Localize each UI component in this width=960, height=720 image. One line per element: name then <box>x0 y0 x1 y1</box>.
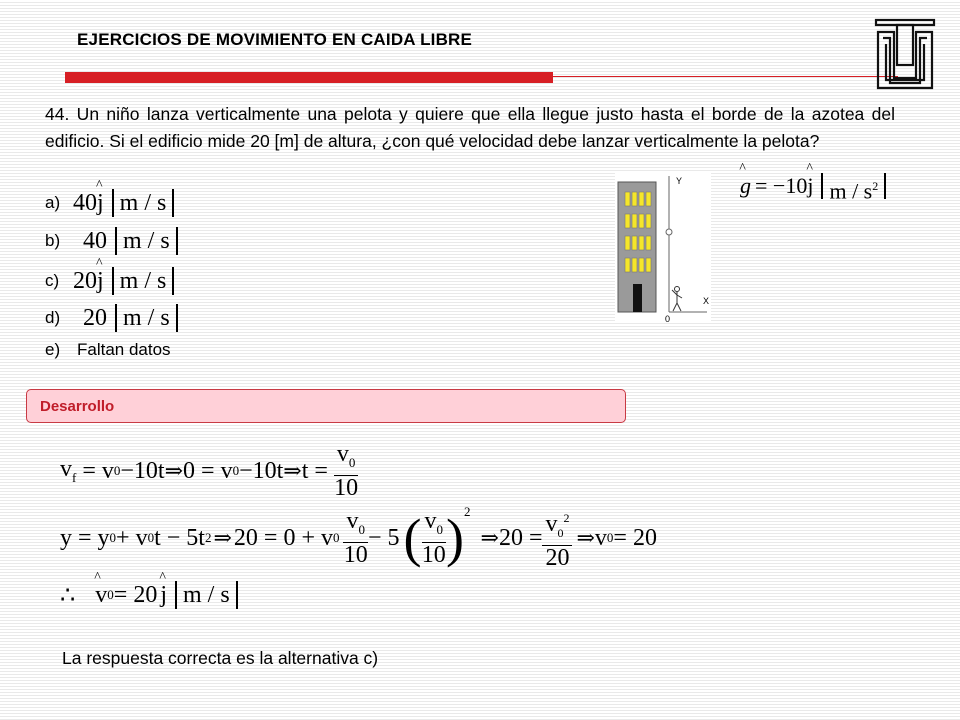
option-e-label: e) <box>45 340 61 359</box>
option-b-label: b) <box>45 231 61 250</box>
option-c-label: c) <box>45 271 60 290</box>
unit-vector-j: ^ j <box>807 173 813 199</box>
x-axis-label: X <box>703 296 710 306</box>
answer-statement: La respuesta correcta es la alternativa c) <box>62 648 379 668</box>
option-c-unit: m / s <box>112 267 175 295</box>
y-axis-label: Y <box>676 176 683 186</box>
option-d-unit: m / s <box>115 304 178 332</box>
gravity-formula <box>740 168 920 204</box>
gravity-unit: m / $s^2$ <box>821 173 886 199</box>
fraction: $v_0$ 10 <box>343 508 368 568</box>
option-b-value: 40 <box>83 227 107 254</box>
title-underline-line <box>553 76 898 77</box>
implies-arrow-icon: ⇒ <box>576 525 595 550</box>
option-a-unit: m / s <box>112 189 175 217</box>
fraction: $\frac{v_0}{10}$ <box>334 441 359 501</box>
child-figure-icon <box>672 287 682 312</box>
option-e <box>45 333 171 367</box>
option-b-unit: m / s <box>115 227 178 255</box>
equation-line-2: y = y 0 + v 0 t − 5t 2 ⇒ 20 = 0 + v 0 $v_0$ 10 − 5 ( $v_0$ 10 ) $^2$ ⇒ 20 = $\frac{v_0^2}{20}$ ⇒ v 0 = 20 <box>60 504 657 571</box>
unit-vector-j: ^ j <box>97 190 104 217</box>
unit-vector-j: ^ j <box>97 268 104 295</box>
origin-label: 0 <box>665 314 671 322</box>
option-d <box>45 301 178 335</box>
implies-arrow-icon: ⇒ <box>164 458 184 483</box>
section-header-box <box>26 389 626 423</box>
option-e-text: Faltan datos <box>77 340 171 359</box>
problem-statement: 44. Un niño lanza verticalmente una pelota y quiere que ella llegue justo hasta el borde de la azotea del edificio. Si el edificio mide 20 [m] de altura, ¿con qué velocidad debe lanzar verticalmente la pelota? <box>45 104 895 151</box>
unit-vector-j: ^ j <box>160 582 167 609</box>
section-title: Desarrollo <box>40 398 115 415</box>
option-a <box>45 186 174 220</box>
equation-line-1: $v_f$ = v 0 −10t ⇒ 0 = v 0 −10t ⇒ t = $\frac{v_0}{10}$ <box>60 441 359 501</box>
implies-arrow-icon: ⇒ <box>480 525 499 550</box>
fraction: $\frac{v_0^2}{20}$ <box>542 506 572 570</box>
velocity-unit: m / s <box>175 581 238 609</box>
option-d-value: 20 <box>83 304 107 331</box>
therefore-icon: ∴ <box>60 582 76 609</box>
gravity-value: = −10 <box>755 173 808 198</box>
implies-arrow-icon: ⇒ <box>213 525 232 550</box>
building-diagram <box>615 172 711 322</box>
option-a-value: 40^ j <box>73 190 104 217</box>
option-c <box>45 264 174 298</box>
page-title: EJERCICIOS DE MOVIMIENTO EN CAIDA LIBRE <box>77 30 473 49</box>
option-c-value: 20^ j <box>73 268 104 295</box>
fraction: $v_0$ 10 <box>421 508 446 568</box>
option-b <box>45 224 178 258</box>
title-underline-bar <box>65 72 553 83</box>
equation-line-3: ∴ ^ v 0 = 20 ^ j m / s <box>60 578 238 612</box>
gravity-symbol: ^ g <box>740 173 751 199</box>
university-logo-icon <box>874 18 936 92</box>
option-a-label: a) <box>45 193 61 212</box>
option-d-label: d) <box>45 308 61 327</box>
implies-arrow-icon: ⇒ <box>283 458 302 483</box>
